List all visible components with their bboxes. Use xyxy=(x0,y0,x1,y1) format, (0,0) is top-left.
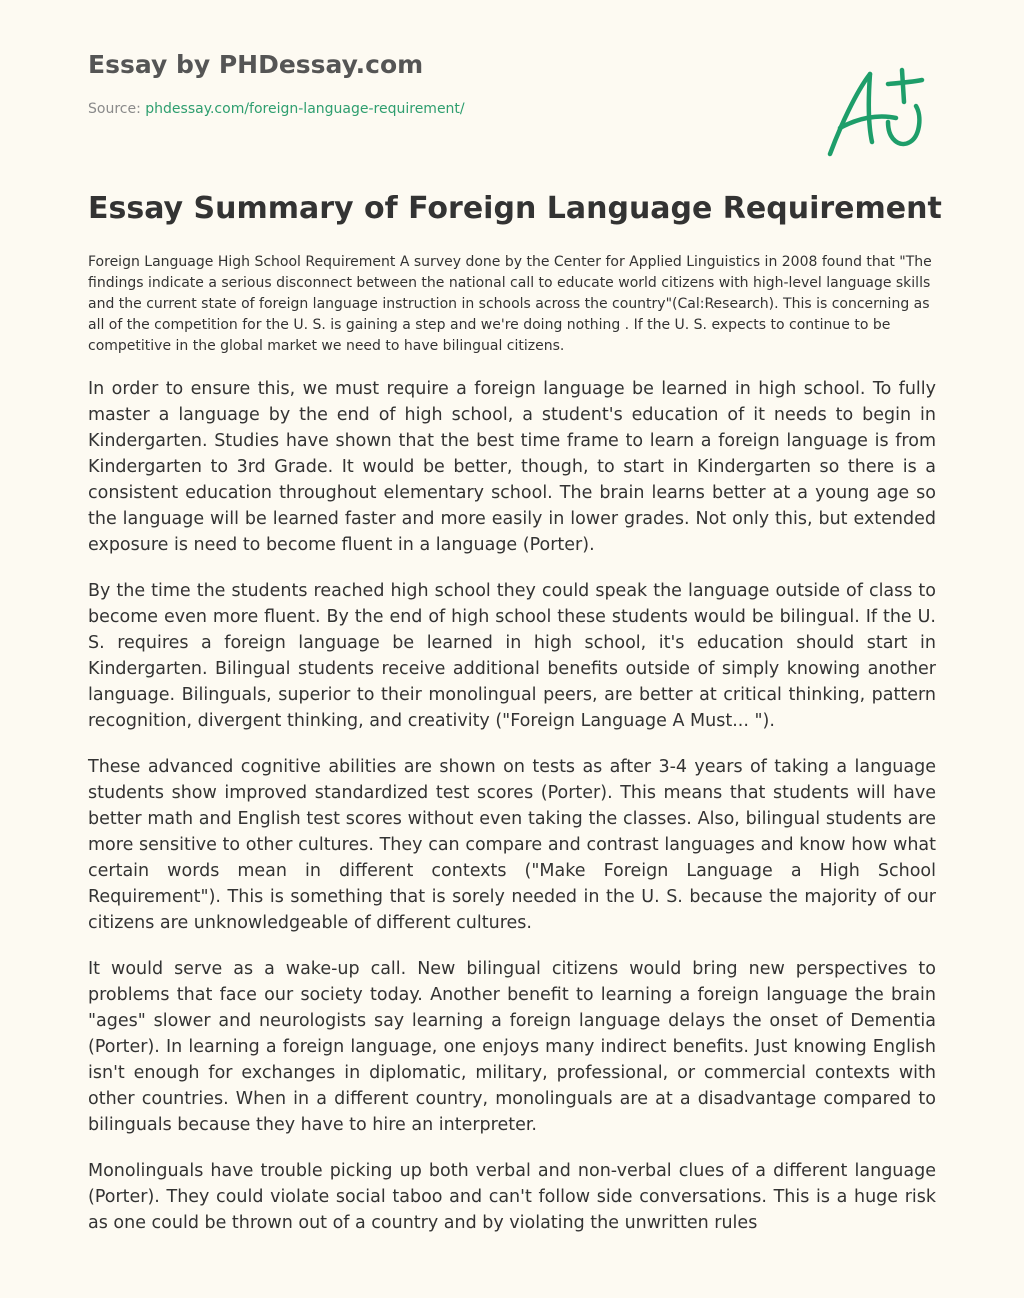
essay-paragraph: In order to ensure this, we must require a foreign language be learned in high school. To fully master a language by the end of high school, a student's education of it needs to begin in Kindergarten. Studies have shown that the best time frame to learn a foreign language is from Kindergarten to 3rd Grade. It would be better, though, to start in Kindergarten so there is a consistent education throughout elementary school. The brain learns better at a young age so the language will be learned faster and more easily in lower grades. Not only this, but extended exposure is need to become fluent in a language (Porter). xyxy=(88,379,936,555)
source-label: Source: xyxy=(88,101,146,117)
essay-paragraph: By the time the students reached high school they could speak the language outside of class to become even more fluent. By the end of high school these students would be bilingual. If the U. S. requires a foreign language be learned in high school, it's education should start in Kindergarten. Bilingual students receive additional benefits outside of simply knowing another language. Bilinguals, superior to their monolingual peers, are better at critical thinking, pattern recognition, divergent thinking, and creativity ("Foreign Language A Must... "). xyxy=(88,581,936,731)
plus-horizontal-stroke xyxy=(888,80,922,84)
essay-paragraph: It would serve as a wake-up call. New bilingual citizens would bring new perspectives to problems that face our society today. Another benefit to learning a foreign language the brain "ages" slower and neurologists say learning a foreign language delays the onset of Dementia (Porter). In learning a foreign language, one enjoys many indirect benefits. Just knowing English isn't enough for exchanges in diplomatic, military, professional, or commercial contexts with other countries. When in a different country, monolinguals are at a disadvantage compared to bilinguals because they have to hire an interpreter. xyxy=(88,959,936,1135)
a-right-stroke xyxy=(869,74,872,142)
plus-vertical-stroke xyxy=(902,70,904,102)
source-link[interactable]: phdessay.com/foreign-language-requirement/ xyxy=(145,101,465,117)
essay-paragraph: Monolinguals have trouble picking up both verbal and non-verbal clues of a different language (Porter). They could violate social taboo and can't follow side conversations. This is a huge risk as one could be thrown out of a country and by violating the unwritten rules xyxy=(88,1161,936,1233)
a-left-stroke xyxy=(830,74,870,154)
essay-title: Essay Summary of Foreign Language Requirement xyxy=(88,191,942,226)
essay-paragraph: These advanced cognitive abilities are shown on tests as after 3-4 years of taking a language students show improved standardized test scores (Porter). This means that students will have better math and English test scores without even taking the classes. Also, bilingual students are more sensitive to other cultures. They can compare and contrast languages and know how what certain words mean in different contexts ("Make Foreign Language a High School Requirement"). This is something that is sorely needed in the U. S. because the majority of our citizens are unknowledgeable of different cultures. xyxy=(88,757,936,933)
a-plus-logo-svg xyxy=(818,62,938,162)
source-line xyxy=(88,101,465,117)
a-plus-grade-icon xyxy=(818,62,938,162)
essay-body xyxy=(88,376,936,1256)
essay-intro: Foreign Language High School Requirement A survey done by the Center for Applied Linguistics in 2008 found that "The findings indicate a serious disconnect between the national call to educate world citizens with high-level language skills and the current state of foreign language instruction in schools across the country"(Cal:Research). This is concerning as all of the competition for the U. S. is gaining a step and we're doing nothing . If the U. S. expects to continue to be competitive in the global market we need to have bilingual citizens. xyxy=(88,254,932,354)
smile-stroke xyxy=(888,106,919,144)
site-title: Essay by PHDessay.com xyxy=(88,50,424,79)
